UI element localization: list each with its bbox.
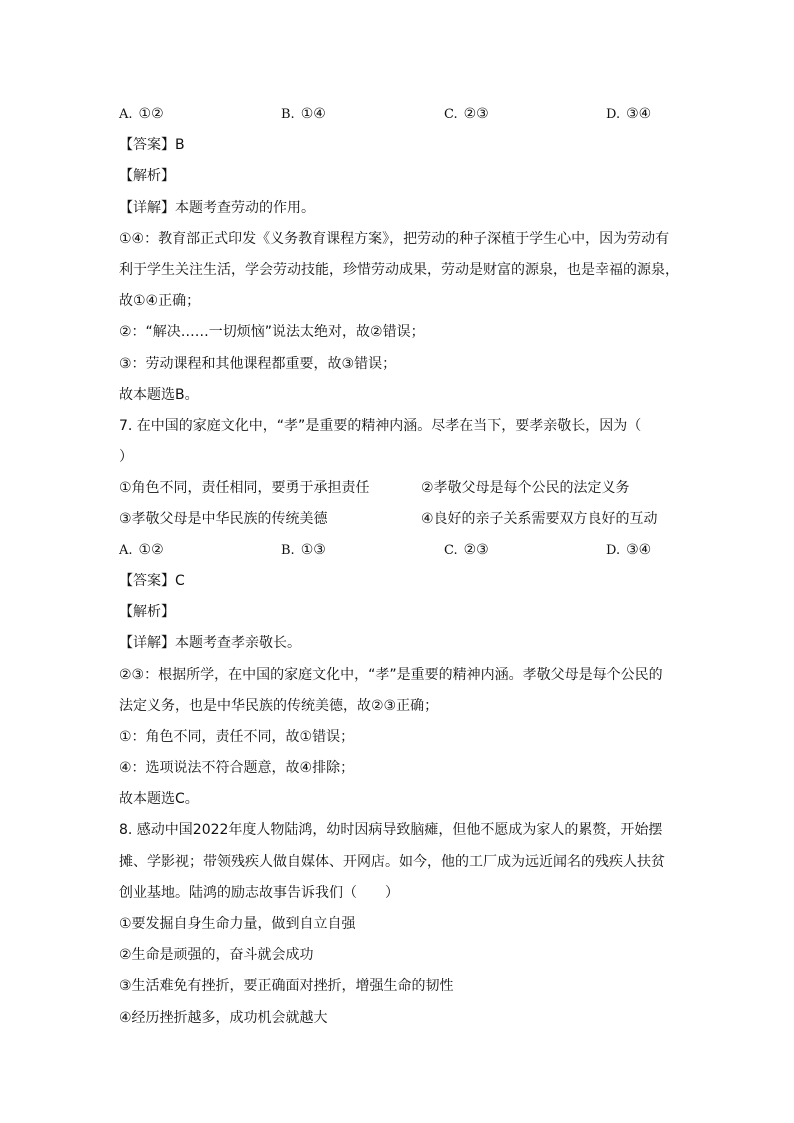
q8-statement-3: ③生活难免有挫折，要正确面对挫折，增强生命的韧性 bbox=[119, 978, 454, 994]
option-key: C. bbox=[444, 543, 458, 558]
q7-answer: 【答案】C bbox=[119, 573, 185, 589]
q7-options bbox=[119, 540, 679, 560]
q7-statement-3: ③孝敬父母是中华民族的传统美德 bbox=[119, 511, 328, 527]
q7-explanation-line: ②③：根据所学，在中国的家庭文化中，“孝”是重要的精神内涵。孝敬父母是每个公民的 bbox=[119, 667, 663, 683]
q8-statement-1: ①要发掘自身生命力量，做到自立自强 bbox=[119, 916, 356, 932]
option-text: ①④ bbox=[300, 106, 326, 122]
q6-option-c bbox=[444, 104, 489, 125]
option-text: ③④ bbox=[626, 106, 652, 122]
option-key: C. bbox=[444, 107, 458, 122]
option-key: B. bbox=[281, 107, 295, 122]
q7-explanation-line: ①：角色不同，责任不同，故①错误； bbox=[119, 729, 355, 745]
q8-statement-4: ④经历挫折越多，成功机会就越大 bbox=[119, 1010, 328, 1026]
q6-explanation-line: 故①④正确； bbox=[119, 293, 201, 309]
q6-options bbox=[119, 104, 679, 124]
option-key: A. bbox=[119, 543, 133, 558]
option-key: D. bbox=[606, 543, 621, 558]
option-key: B. bbox=[281, 543, 295, 558]
q8-statement-2: ②生命是顽强的，奋斗就会成功 bbox=[119, 947, 314, 963]
q7-explanation-line: ④：选项说法不符合题意，故④排除； bbox=[119, 760, 355, 776]
q6-option-b bbox=[281, 104, 326, 125]
q7-statement-4: ④良好的亲子关系需要双方良好的互动 bbox=[421, 511, 658, 527]
q6-explanation-line: 利于学生关注生活，学会劳动技能，珍惜劳动成果，劳动是财富的源泉，也是幸福的源泉， bbox=[119, 262, 679, 278]
option-key: D. bbox=[606, 107, 621, 122]
q7-option-b bbox=[281, 540, 326, 561]
q7-option-d bbox=[606, 540, 651, 561]
q6-explanation-line: ③：劳动课程和其他课程都重要，故③错误； bbox=[119, 356, 397, 372]
option-text: ①② bbox=[138, 542, 164, 558]
q7-stem-continued: ） bbox=[119, 449, 133, 465]
option-key: A. bbox=[119, 107, 133, 122]
q7-statement-2: ②孝敬父母是每个公民的法定义务 bbox=[421, 480, 630, 496]
q6-answer: 【答案】B bbox=[119, 137, 185, 153]
q6-analysis-heading: 【解析】 bbox=[119, 168, 175, 184]
q6-conclusion: 故本题选B。 bbox=[119, 387, 199, 403]
q8-stem: 8. 感动中国2022年度人物陆鸿，幼时因病导致脑瘫，但他不愿成为家人的累赘，开始摆 bbox=[119, 822, 663, 838]
q7-analysis-heading: 【解析】 bbox=[119, 604, 175, 620]
option-text: ①③ bbox=[300, 542, 326, 558]
q7-conclusion: 故本题选C。 bbox=[119, 791, 199, 807]
option-text: ②③ bbox=[463, 542, 489, 558]
q6-detail: 【详解】本题考查劳动的作用。 bbox=[119, 200, 315, 216]
q7-stem: 7. 在中国的家庭文化中，“孝”是重要的精神内涵。尽孝在当下，要孝亲敬长，因为（ bbox=[119, 418, 642, 434]
q7-option-c bbox=[444, 540, 489, 561]
q6-option-a bbox=[119, 104, 164, 125]
option-text: ②③ bbox=[463, 106, 489, 122]
q7-option-a bbox=[119, 540, 164, 561]
q7-explanation-line: 法定义务，也是中华民族的传统美德，故②③正确； bbox=[119, 698, 439, 714]
q6-explanation-line: ①④：教育部正式印发《义务教育课程方案》，把劳动的种子深植于学生心中，因为劳动有 bbox=[119, 231, 670, 247]
q8-stem: 创业基地。陆鸿的励志故事告诉我们（ ） bbox=[119, 885, 399, 901]
q8-stem: 摊、学影视；带领残疾人做自媒体、开网店。如今，他的工厂成为远近闻名的残疾人扶贫 bbox=[119, 854, 665, 870]
q7-detail: 【详解】本题考查孝亲敬长。 bbox=[119, 635, 301, 651]
q6-option-d bbox=[606, 104, 651, 125]
option-text: ①② bbox=[138, 106, 164, 122]
q7-statement-1: ①角色不同，责任相同，要勇于承担责任 bbox=[119, 480, 370, 496]
option-text: ③④ bbox=[626, 542, 652, 558]
q6-explanation-line: ②：“解决……一切烦恼”说法太绝对，故②错误； bbox=[119, 324, 425, 340]
